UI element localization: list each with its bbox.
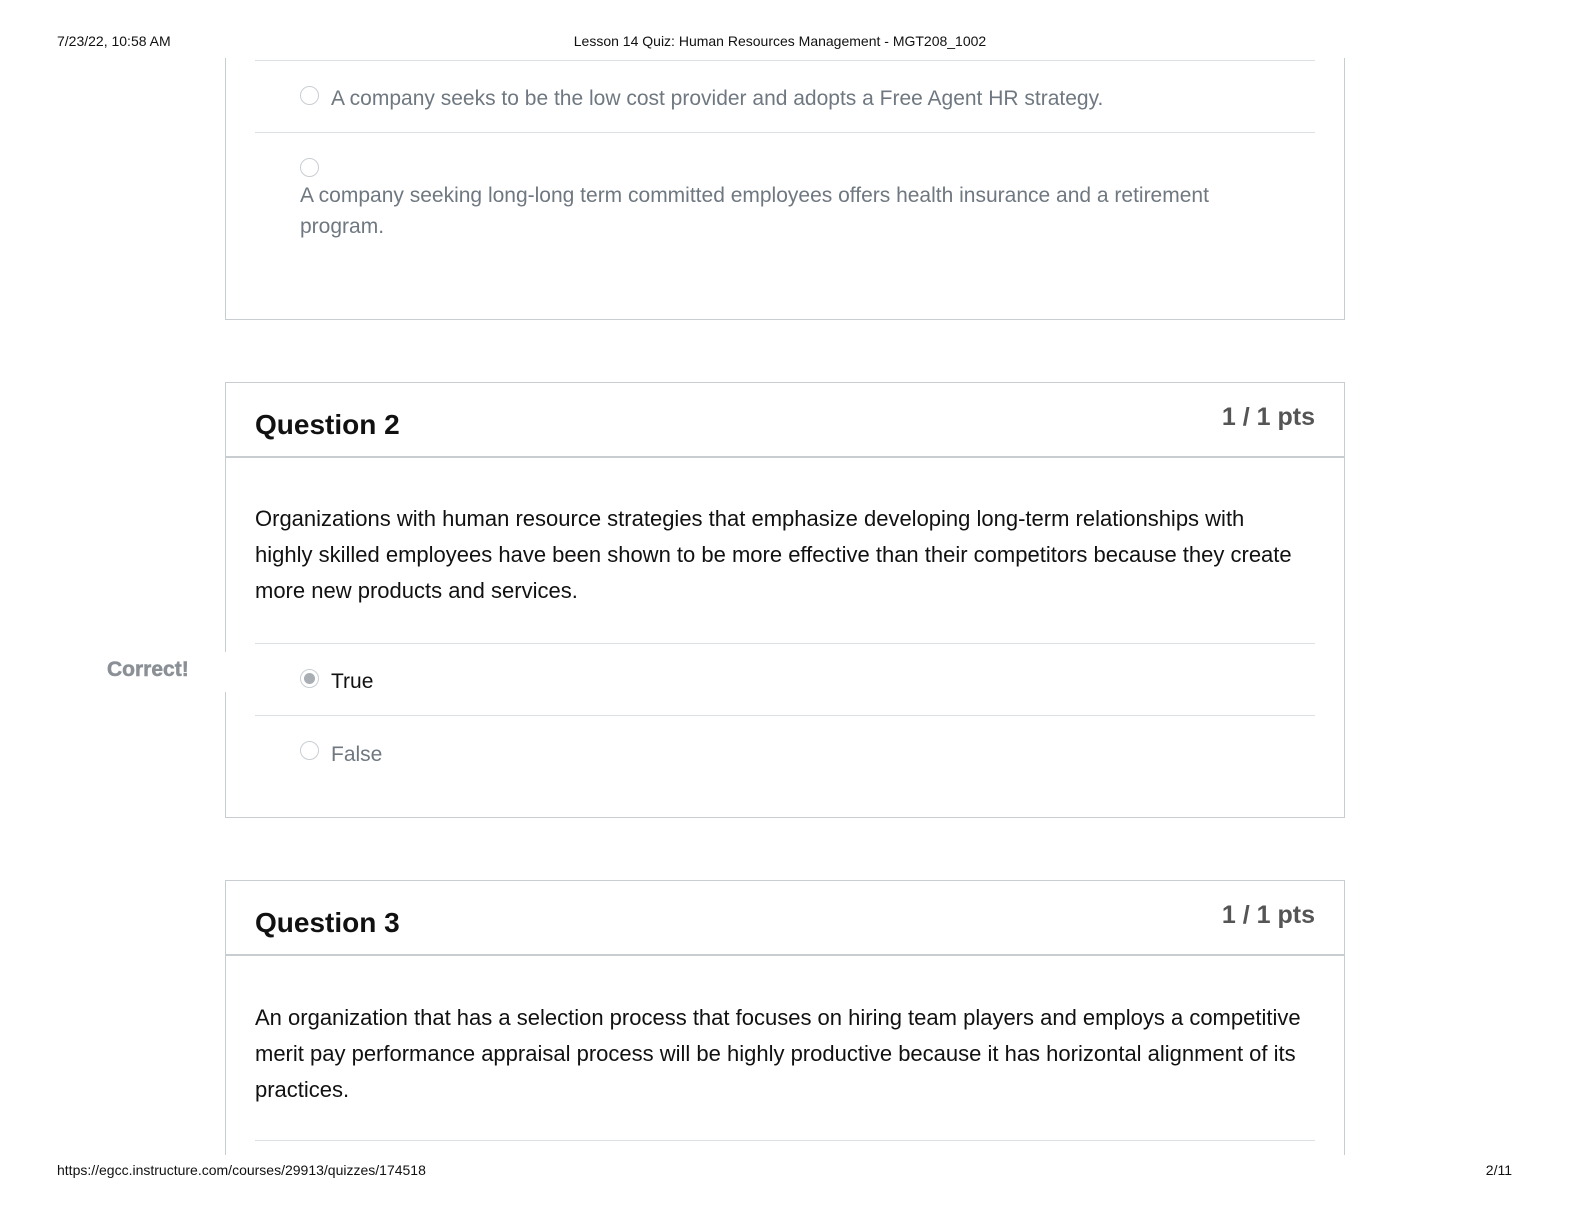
print-url: https://egcc.instructure.com/courses/29913/quizzes/174518	[57, 1162, 426, 1178]
answer-divider	[255, 643, 1315, 644]
question-2-text: Organizations with human resource strategies that emphasize developing long-term relationships with highly skilled employees have been shown to be more effective than their competitors because they create more new products and services.	[255, 506, 1292, 603]
print-title	[0, 33, 1584, 49]
print-page-number: 2/11	[1485, 1162, 1512, 1178]
answer-radio-q2-false[interactable]	[300, 741, 319, 760]
question-1-card	[225, 58, 1345, 320]
answer-text-q1-a: A company seeks to be the low cost provider and adopts a Free Agent HR strategy.	[331, 87, 1104, 110]
answer-divider	[255, 60, 1315, 61]
answer-text-q2-true: True	[331, 670, 374, 693]
answer-radio-q2-true[interactable]	[300, 669, 319, 688]
question-2-card	[225, 382, 1345, 818]
question-2-points: 1 / 1 pts	[1221, 403, 1315, 431]
question-3-header	[226, 881, 1344, 956]
question-2-header	[226, 383, 1344, 458]
answer-divider	[255, 715, 1315, 716]
print-title-text: Lesson 14 Quiz: Human Resources Management - MGT208_1002	[573, 33, 987, 49]
question-3-title: Question 3	[255, 907, 400, 938]
answer-divider	[255, 1140, 1315, 1141]
question-3-card	[225, 880, 1345, 1155]
answer-text-q1-b: A company seeking long-long term committed employees offers health insurance and a retirement program.	[300, 184, 1209, 238]
answer-radio-q1-a[interactable]	[300, 86, 319, 105]
question-3-points: 1 / 1 pts	[1221, 901, 1315, 929]
question-3-text: An organization that has a selection process that focuses on hiring team players and employs a competitive merit pay performance appraisal process will be highly productive because it has horizontal alignment of its practices.	[255, 1005, 1301, 1102]
answer-radio-q1-b[interactable]	[300, 158, 319, 177]
correct-flag-notch	[216, 652, 226, 692]
answer-divider	[255, 132, 1315, 133]
question-2-title: Question 2	[255, 409, 400, 440]
correct-answer-flag: Correct!	[107, 658, 189, 681]
answer-text-q2-false: False	[331, 743, 383, 766]
print-date: 7/23/22, 10:58 AM	[57, 33, 171, 49]
